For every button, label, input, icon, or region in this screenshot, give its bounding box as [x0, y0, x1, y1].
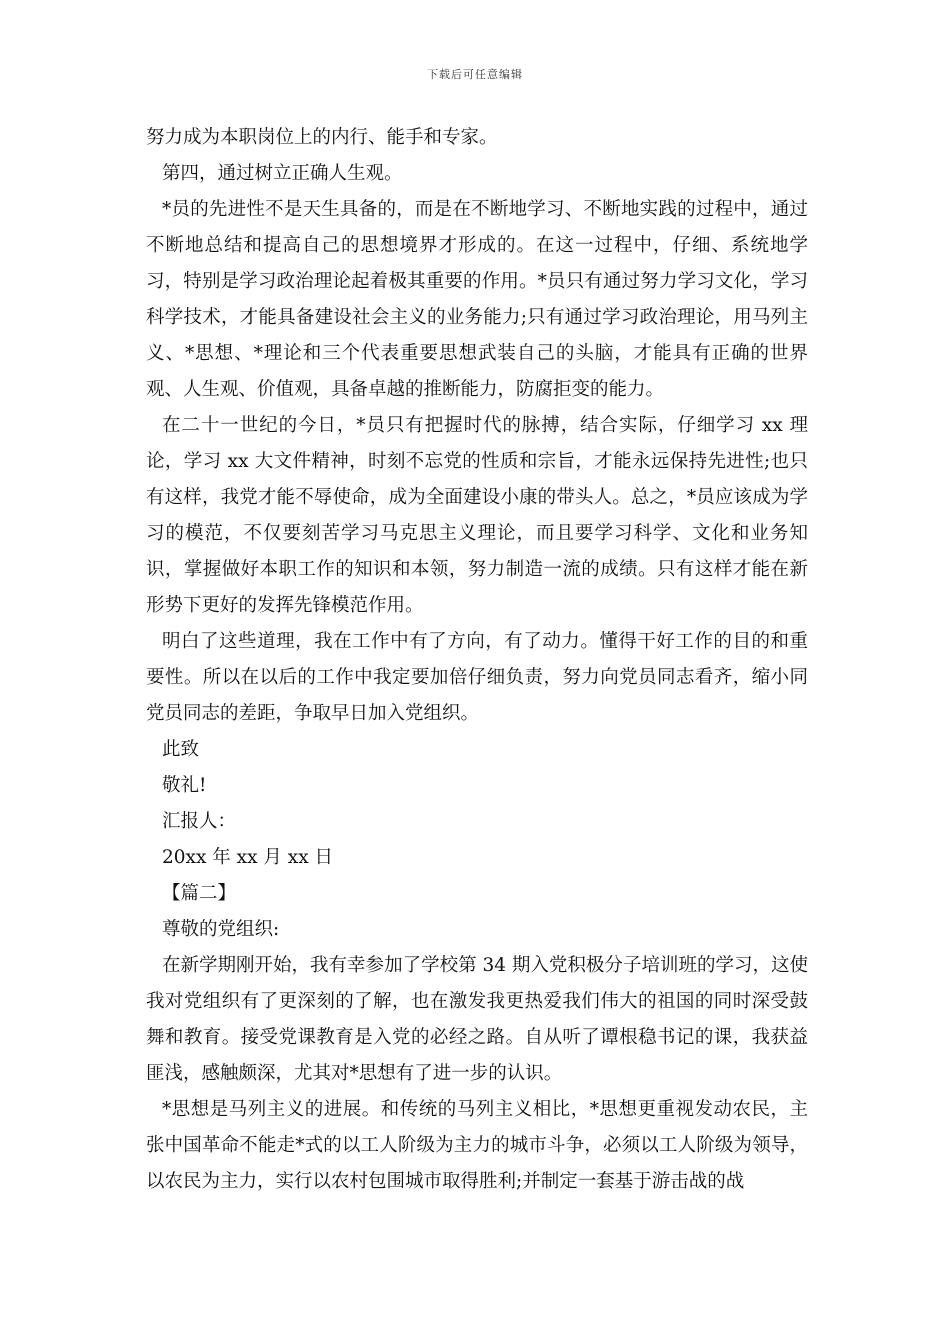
reporter-label: 汇报人： — [162, 811, 237, 832]
paragraph: 在二十一世纪的今日，*员只有把握时代的脉搏，结合实际，仔细学习 xx 理论，学习 xx 大文件精神，时刻不忘党的性质和宗旨，才能永远保持先进性;也只有这样，我党才能不辱使命，成为全面建设小康的带头人。总之，*员应该成为学习的模范，不仅要刻苦学习马克思主义理论，而且要学习科学、文化和业务知识，掌握做好本职工作的知识和本领，努力制造一流的成绩。只有这样才能在新形势下更好的发挥先锋模范作用。 — [146, 415, 808, 616]
report-date: 20xx 年 xx 月 xx 日 — [162, 847, 334, 868]
greeting: 尊敬的党组织: — [162, 919, 280, 940]
paragraph: *思想是马列主义的进展。和传统的马列主义相比，*思想更重视发动农民，主张中国革命不能走*式的以工人阶级为主力的城市斗争，必须以工人阶级为领导，以农民为主力，实行以农村包围城市取得胜利;并制定一套基于游击战的战 — [146, 1099, 808, 1192]
paragraph: 在新学期刚开始，我有幸参加了学校第 34 期入党积极分子培训班的学习，这使我对党组织有了更深刻的了解，也在激发我更热爱我们伟大的祖国的同时深受鼓舞和教育。接受党课教育是入党的必经之路。自从听了谭根稳书记的课，我获益匪浅，感触颇深，尤其对*思想有了进一步的认识。 — [146, 955, 808, 1084]
paragraph: *员的先进性不是天生具备的，而是在不断地学习、不断地实践的过程中，通过不断地总结和提高自己的思想境界才形成的。在这一过程中，仔细、系统地学习，特别是学习政治理论起着极其重要的作用。*员只有通过努力学习文化，学习科学技术，才能具备建设社会主义的业务能力;只有通过学习政治理论，用马列主义、*思想、*理论和三个代表重要思想武装自己的头脑，才能具有正确的世界观、人生观、价值观，具备卓越的推断能力，防腐拒变的能力。 — [146, 199, 808, 400]
closing-regards: 敬礼! — [162, 775, 207, 796]
paragraph: 第四，通过树立正确人生观。 — [162, 163, 403, 184]
section-heading: 【篇二】 — [162, 883, 237, 904]
paragraph: 努力成为本职岗位上的内行、能手和专家。 — [146, 127, 498, 148]
paragraph: 明白了这些道理，我在工作中有了方向，有了动力。懂得干好工作的目的和重要性。所以在以后的工作中我定要加倍仔细负责，努力向党员同志看齐，缩小同党员同志的差距，争取早日加入党组织。 — [146, 631, 808, 724]
document-body — [146, 120, 808, 1200]
closing-salutation: 此致 — [162, 739, 200, 760]
page-header-note: 下载后可任意编辑 — [427, 68, 523, 81]
